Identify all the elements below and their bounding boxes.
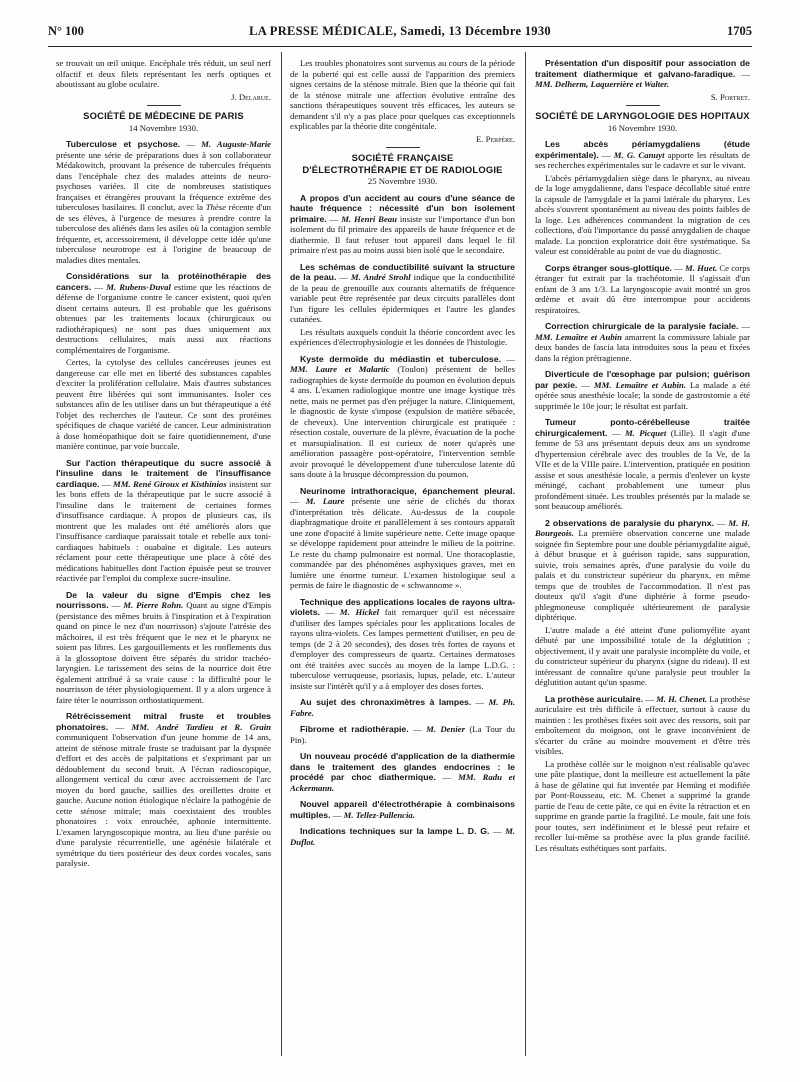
paragraph: Certes, la cytolyse des cellules cancéreuses jeunes est dangereuse car elle met en liberté des substances capables d'exciter la prolifération cellulaire. Mais d'autres substances peuvent être libérées qui sont immunisantes. Isoler ces substances afin de les utiliser dans un but thérapeutique a été l'objet des recherches de l'auteur. Ce sont des protéines spécifiques de chaque variété de cancer. Leur administration à dose homéopathique doit se faire quotidiennement, d'une manière continue, par voie buccale. (56, 357, 271, 451)
signature: J. Delarue. (231, 91, 271, 102)
article: Correction chirurgicale de la paralysie faciale. — MM. Lemaître et Aubin amarrent la commissure labiale par deux bandes de fascia lata introduites sous la peau et fixées dans la région prétragienne. (535, 321, 750, 363)
separator (626, 105, 660, 106)
article: Au sujet des chronaximètres à lampes. — M. Ph. Fabre. (290, 697, 515, 718)
article: 2 observations de paralysie du pharynx. — M. H. Bourgeois. La première observation concerne une malade soignée fin Septembre pour une double périamygdalite aiguë, à début brusque et à guérison rapide, sans suppuration, suivie, trois semaines après, d'une paralysie du voile du palais et du constricteur supérieur du pharynx, en même temps que de troubles de l'accommodation. Il n'est pas douteux qu'il s'agit d'une diphtérie à forme pseudo-phlegmoneuse compliquée ultérieurement de paralysie diphtérique. (535, 517, 750, 622)
article: Indications techniques sur la lampe L. D. G. — M. Duflot. (290, 826, 515, 847)
page-number: 1705 (727, 24, 752, 38)
journal-title: LA PRESSE MÉDICALE, Samedi, 13 Décembre 1930 (249, 24, 551, 38)
article: Un nouveau procédé d'application de la diathermie dans le traitement des glandes endocrines : le procédé par choc diathermique. — MM. Radu et Ackermann. (290, 751, 515, 793)
article: Présentation d'un dispositif pour association de traitement diathermique et galvano-faradique. — MM. Delherm, Laquerrière et Walter. (535, 58, 750, 89)
session-date: 14 Novembre 1930. (128, 122, 199, 133)
issue-number: N° 100 (48, 24, 84, 38)
column-1 (56, 58, 271, 1058)
article: Corps étranger sous-glottique. — M. Huet. Ce corps étranger fut extrait par la trachéotomie. Il s'agissait d'un enfant de 3 ans 1/3. La laryngoscopie avait montré un gros œdème et avait dû être interrompue pour accidents respiratoires. (535, 262, 750, 315)
article: Diverticule de l'œsophage par pulsion; guérison par pexie. — MM. Lemaître et Aubin. La malade a été opérée sous anesthésie locale; la sonde de gastrostomie a été supprimée le 10e jour; le résultat est parfait. (535, 369, 750, 411)
separator (386, 147, 420, 148)
separator (147, 105, 181, 106)
article: Neurinome intrathoracique, épanchement pleural. — M. Laure présente une série de clichés du thorax d'interprétation très délicate. Au-dessus de la coupole diaphragmatique droite et parallèlement à ses contours apparaît une zone d'opacité à limite supérieure nette. Cette image opaque se développe rapidement pour atteindre le milieu de la poitrine. Le reste du champ pulmonaire est normal. Une thoracoplastie, commandée par des phénomènes asphyxiques graves, met en lumière une énorme tumeur. L'examen histologique seul a permis de faire le diagnostic de « schwannome ». (290, 485, 515, 590)
signature: S. Portret. (710, 91, 750, 102)
article: La prothèse auriculaire. — M. H. Chenet. La prothèse auriculaire est très difficile à effectuer, surtout à cause du maintien : les prothèses fixées soit avec des ressorts, soit par emboîtement du moignon, ont le grave inconvénient de s'écarter du crâne au moindre mouvement et d'être très visibles. (535, 693, 750, 756)
article: Considérations sur la protéinothérapie des cancers. — M. Rubens-Duval estime que les réactions de défense de l'organisme contre le cancer existent, quoi qu'en disent certains auteurs. Il est probable que les guérisons obtenues par les traitements locaux (chirurgicaux ou radiothérapiques) ne sont pas dues uniquement aux destructions cellulaires, mais aussi aux réactions complémentaires de l'organisme. (56, 271, 271, 355)
article: Tumeur ponto-cérébelleuse traitée chirurgicalement. — M. Picquet (Lille). Il s'agit d'une femme de 53 ans présentant depuis deux ans un syndrome d'hypertension cérébrale avec des troubles de la Ve, de la VIIe et de la VIIIe paire. L'intervention, pratiquée en position assise et sous anesthésie locale, a permis d'enlever un kyste méningé, cachant probablement une tumeur plus profondément située. Les troubles présentés par la malade se sont beaucoup améliorés. (535, 417, 750, 511)
article: Kyste dermoïde du médiastin et tuberculose. — MM. Laure et Malartic (Toulon) présentent de belles radiographies de kyste dermoïde du poumon en évolution depuis 4 ans. L'examen radiologique montre une image kystique très nette, mais ne permet pas d'en préjuger la nature. Cliniquement, le diagnostic de kyste s'impose (expulsion de matière sébacée, de cheveux). Une intervention chirurgicale est pratiquée : résection costale, ouverture de la plèvre, évacuation de la poche et marsupialisation. Il est curieux de noter qu'après une amélioration passagère post-opératoire, l'intervention semble avoir provoqué le développement d'une tuberculose latente dû sans doute à la brusque décompression du poumon. (290, 353, 515, 479)
article: Sur l'action thérapeutique du sucre associé à l'insuline dans le traitement de l'insuffisance cardiaque. — MM. René Giroux et Kisthinios insistent sur les bons effets de la thérapeutique par le sucre associé à l'insuline dans le traitement de certaines formes d'insuffisance cardiaque. A propos de plusieurs cas, ils montrent que les malades ont été améliorés alors que l'insuffisance cardiaque paraissait totale et rebelle aux toni-cardiaques habituels : ouabaïne et digitale. Les auteurs réclament pour cette thérapeutique une place à côté des médications habituelles dont l'action épuisée peut se trouver réactivée par l'emploi du complexe sucre-insuline. (56, 457, 271, 583)
column-2 (290, 58, 515, 1058)
paragraph: Les troubles phonatoires sont survenus au cours de la période de la puberté qui est celle aussi de l'apparition des premiers signes certains de la sténose mitrale. Bien que la théorie qui fait de la sténose mitrale une affection évolutive entraîne des sanctions thérapeutiques souvent très efficaces, les auteurs se demandent s'il n'y a pas place pour quelques cas exceptionnels explicables par la théorie dite congénitale. (290, 58, 515, 131)
society-heading: SOCIÉTÉ DE LARYNGOLOGIE DES HOPITAUX (535, 110, 750, 121)
column-3 (535, 58, 750, 1058)
signature: E. Perpère. (476, 133, 515, 144)
header-rule (48, 46, 752, 47)
column-separator (525, 52, 526, 1056)
article: Nouvel appareil d'électrothérapie à combinaisons multiples. — M. Tellez-Pallencia. (290, 799, 515, 820)
page-header (48, 18, 752, 44)
paragraph: La prothèse collée sur le moignon n'est réalisable qu'avec une pâte plastique, dont la meilleure est actuellement la pâte à base de gélatine qui fut inventée par Hemüng et modifiée par Pont-Rousseau, etc. M. Chenet a supprimé la grande partie de l'eau de cette pâte, ce qui en évite la rétraction et en supprime en grande partie la fragilité. Le moule, fait une fois pour toutes, sert indéfiniment et le blessé peut refaire et recoller lui-même sa prothèse avec la plus grande facilité. Les résultats esthétiques sont parfaits. (535, 758, 750, 853)
article: A propos d'un accident au cours d'une séance de haute fréquence : nécessité d'un bon isolement primaire. — M. Henri Beau insiste sur l'importance d'un bon isolement du fil primaire des appareils de haute fréquence et de diathermie. Il faut refuser tout appareil dans lequel le fil primaire n'est pas au moins aussi bien isolé que le secondaire. (290, 192, 515, 255)
paragraph: Les résultats auxquels conduit la théorie concordent avec les expériences d'électrophysiologie et les données de l'histologie. (290, 326, 515, 347)
paragraph: se trouvait un œil unique. Encéphale très réduit, un seul nerf olfactif et deux filets représentant les nerfs optiques et aboutissant au globe oculaire. (56, 58, 271, 89)
article: Rétrécissement mitral fruste et troubles phonatoires. — MM. André Tardieu et R. Grain communiquent l'observation d'un jeune homme de 14 ans, atteint de sténose mitrale fruste se traduisant par la dyspnée d'effort et des accès de palpitations et s'exprimant par un dédoublement du second bruit. A l'écran radioscopique, allongement vertical du cœur avec accroissement de l'arc moyen du bord gauche, saillies des oreillettes droite et gauche. Aucune notion étiologique n'éclaire la pathogénie de cette sténose mitrale; mais coexistaient des troubles phonatoires : voix enrouchée, aphonie intermittente. L'examen laryngoscopique montra, au lieu d'une parésie ou d'une paralysie récurrentielle, une agénésie bilatérale et symétrique du tiers postérieur des deux cordes vocales, sans paralysie. (56, 711, 271, 868)
article: Tuberculose et psychose. — M. Auguste-Marie présente une série de préparations dues à son collaborateur Médakowitch, prouvant la présence de tubercules fréquents dans l'encéphale chez des malades atteints de neuro-psychoses variées. Il cite de nombreuses statistiques françaises et étrangères prouvant la fréquence extrême des tuberculoses basilaires. Il conclut, avec la Thèse récente d'un de ses élèves, à l'urgence de mesures à prendre contre la tuberculose des aliénés dans les asiles où la contagion semble fréquente, et, accessoirement, il développe cette idée qu'une tuberculose neurotrope est à l'origine de beaucoup de maladies dites mentales. (56, 139, 271, 265)
society-heading: SOCIÉTÉ FRANÇAISE D'ÉLECTROTHÉRAPIE ET DE RADIOLOGIE (302, 152, 503, 175)
paragraph: L'abcès périamygdalien siège dans le pharynx, au niveau de la loge amygdalienne, dans l'espace décollable situé entre la capsule de l'amygdale et la paroi latérale du pharynx. Les abcès s'ouvrent spontanément au niveau des points faibles de la loge. Les adhérences commandent la migration de ces collections, d'où l'importance du passé amygdalien de chaque malade. La ponction exploratrice doit être systématique. Sa valeur est considérable au point de vue du diagnostic. (535, 172, 750, 256)
article: Technique des applications locales de rayons ultra-violets. — M. Hickel fait remarquer qu'il est nécessaire d'utiliser des lampes spéciales pour les applications locales de rayons ultra-violets. Ces lampes permettent d'utiliser, en peu de temps (de 2 à 20 secondes), des doses très fortes de rayons et d'employer des compresseurs de quartz. Certaines dermatoses ont été traitées avec succès au moyen de la lampe L.D.G. : tuberculose verruqueuse, psoriasis, lupus, pelade, etc. L'auteur insiste sur l'intérêt qu'il y a à employer des doses fortes. (290, 596, 515, 691)
society-heading: SOCIÉTÉ DE MÉDECINE DE PARIS (83, 110, 244, 121)
article: Les abcès périamygdaliens (étude expérimentale). — M. G. Canuyt apporte les résultats de ses recherches expérimentales sur le cadavre et sur le vivant. (535, 139, 750, 170)
session-date: 25 Novembre 1930. (367, 176, 438, 186)
article: Fibrome et radiothérapie. — M. Denier (La Tour du Pin). (290, 724, 515, 745)
article: De la valeur du signe d'Empis chez les nourrissons. — M. Pierre Rohn. Quant au signe d'Empis (persistance des mêmes bruits à l'inspiration et à l'expiration quand on pince le nez d'un nourrisson) s'ajoute l'atrésie des mâchoires, il est très fréquent que le nez et le pharynx ne soient pas libres. Les gargouillements et les ronflements dus à la glossoptose doivent être séparés du stridor trachéo-laryngien. Le tarissement des seins de la nourrice doit être également attribué à sa vraie cause : la difficulté pour le nourrisson de téter physiologiquement. Il y a alors urgence à faire téter le nourrisson orthostatiquement. (56, 589, 271, 705)
paragraph: L'autre malade a été atteint d'une poliomyélite ayant débuté par une impossibilité totale de la déglutition ; objectivement, il y avait une paralysie incomplète du voile, et du constricteur supérieur du pharynx (signe du rideau). Il est intéressant de connaître qu'une paralysie peut troubler la déglutition autant qu'un spasme. (535, 624, 750, 687)
column-separator (281, 52, 282, 1056)
article: Les schémas de conductibilité suivant la structure de la peau. — M. André Strohl indique que la conductibilité de la peau de grenouille aux courants alternatifs de fréquence variable peut être représentée par deux circuits parallèles dont l'un figure les cellules épidermiques et l'autre les glandes cutanées. (290, 261, 515, 324)
session-date: 16 Novembre 1930. (607, 122, 678, 133)
